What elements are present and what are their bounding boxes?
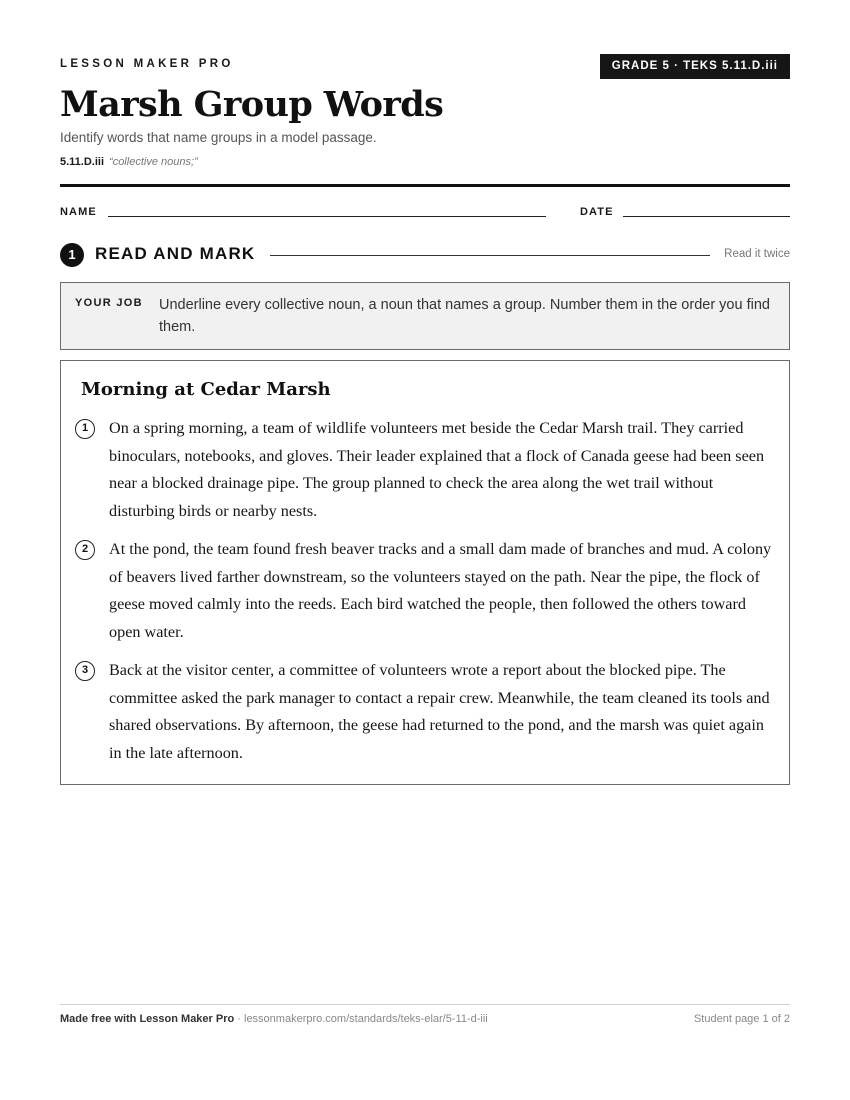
paragraph-text-3: Back at the visitor center, a committee of volunteers wrote a report about the blocked pipe. The committee asked the park manager to contact a repair crew. Meanwhile, the team cleaned its tools and shared observations. By afternoon, the geese had returned to the pond, and the marsh was quiet again in the late afternoon. bbox=[109, 661, 770, 762]
passage-title: Morning at Cedar Marsh bbox=[81, 379, 331, 400]
grade-badge: GRADE 5 · TEKS 5.11.D.iii bbox=[600, 54, 790, 79]
brand-name: LESSON MAKER PRO bbox=[60, 58, 234, 70]
paragraph-number-1: 1 bbox=[75, 419, 95, 439]
name-label: NAME bbox=[60, 206, 97, 218]
header-divider bbox=[60, 184, 790, 187]
paragraph-number-2: 2 bbox=[75, 540, 95, 560]
section-title: READ AND MARK bbox=[95, 244, 256, 263]
passage-box bbox=[60, 360, 790, 785]
standard-code: 5.11.D.iii bbox=[60, 156, 105, 168]
section-note: Read it twice bbox=[724, 248, 790, 260]
date-label: DATE bbox=[580, 206, 614, 218]
job-label: YOUR JOB bbox=[75, 297, 143, 309]
paragraph-text-1: On a spring morning, a team of wildlife volunteers met beside the Cedar Marsh trail. They carried binoculars, notebooks, and gloves. Their leader explained that a flock of Canada geese had been seen near a blocked drainage pipe. The group planned to check the area along the wet trail without disturbing birds or nearby nests. bbox=[109, 419, 765, 520]
standard-description: “collective nouns;” bbox=[109, 156, 198, 168]
job-box bbox=[60, 282, 790, 350]
section-number-badge: 1 bbox=[60, 243, 84, 267]
footer-url[interactable]: · lessonmakerpro.com/standards/teks-elar/5-11-d-iii bbox=[234, 1013, 488, 1025]
standard-line bbox=[60, 156, 198, 168]
name-field[interactable] bbox=[108, 216, 546, 217]
date-field[interactable] bbox=[623, 216, 790, 217]
page-title: Marsh Group Words bbox=[60, 84, 444, 125]
footer-divider bbox=[60, 1004, 790, 1005]
footer-brand: Made free with Lesson Maker Pro bbox=[60, 1013, 235, 1025]
job-instructions: Underline every collective noun, a noun that names a group. Number them in the order you find them. bbox=[159, 297, 770, 335]
page-subtitle: Identify words that name groups in a model passage. bbox=[60, 130, 377, 145]
footer-credit bbox=[60, 1013, 488, 1025]
page-indicator: Student page 1 of 2 bbox=[693, 1013, 790, 1025]
section-divider bbox=[270, 255, 710, 256]
paragraph-text-2: At the pond, the team found fresh beaver tracks and a small dam made of branches and mud. A colony of beavers lived farther downstream, so the volunteers stayed on the path. Near the pipe, the flock of geese moved calmly into the reeds. Each bird watched the people, then followed the others toward open water. bbox=[109, 540, 772, 641]
paragraph-number-3: 3 bbox=[75, 661, 95, 681]
